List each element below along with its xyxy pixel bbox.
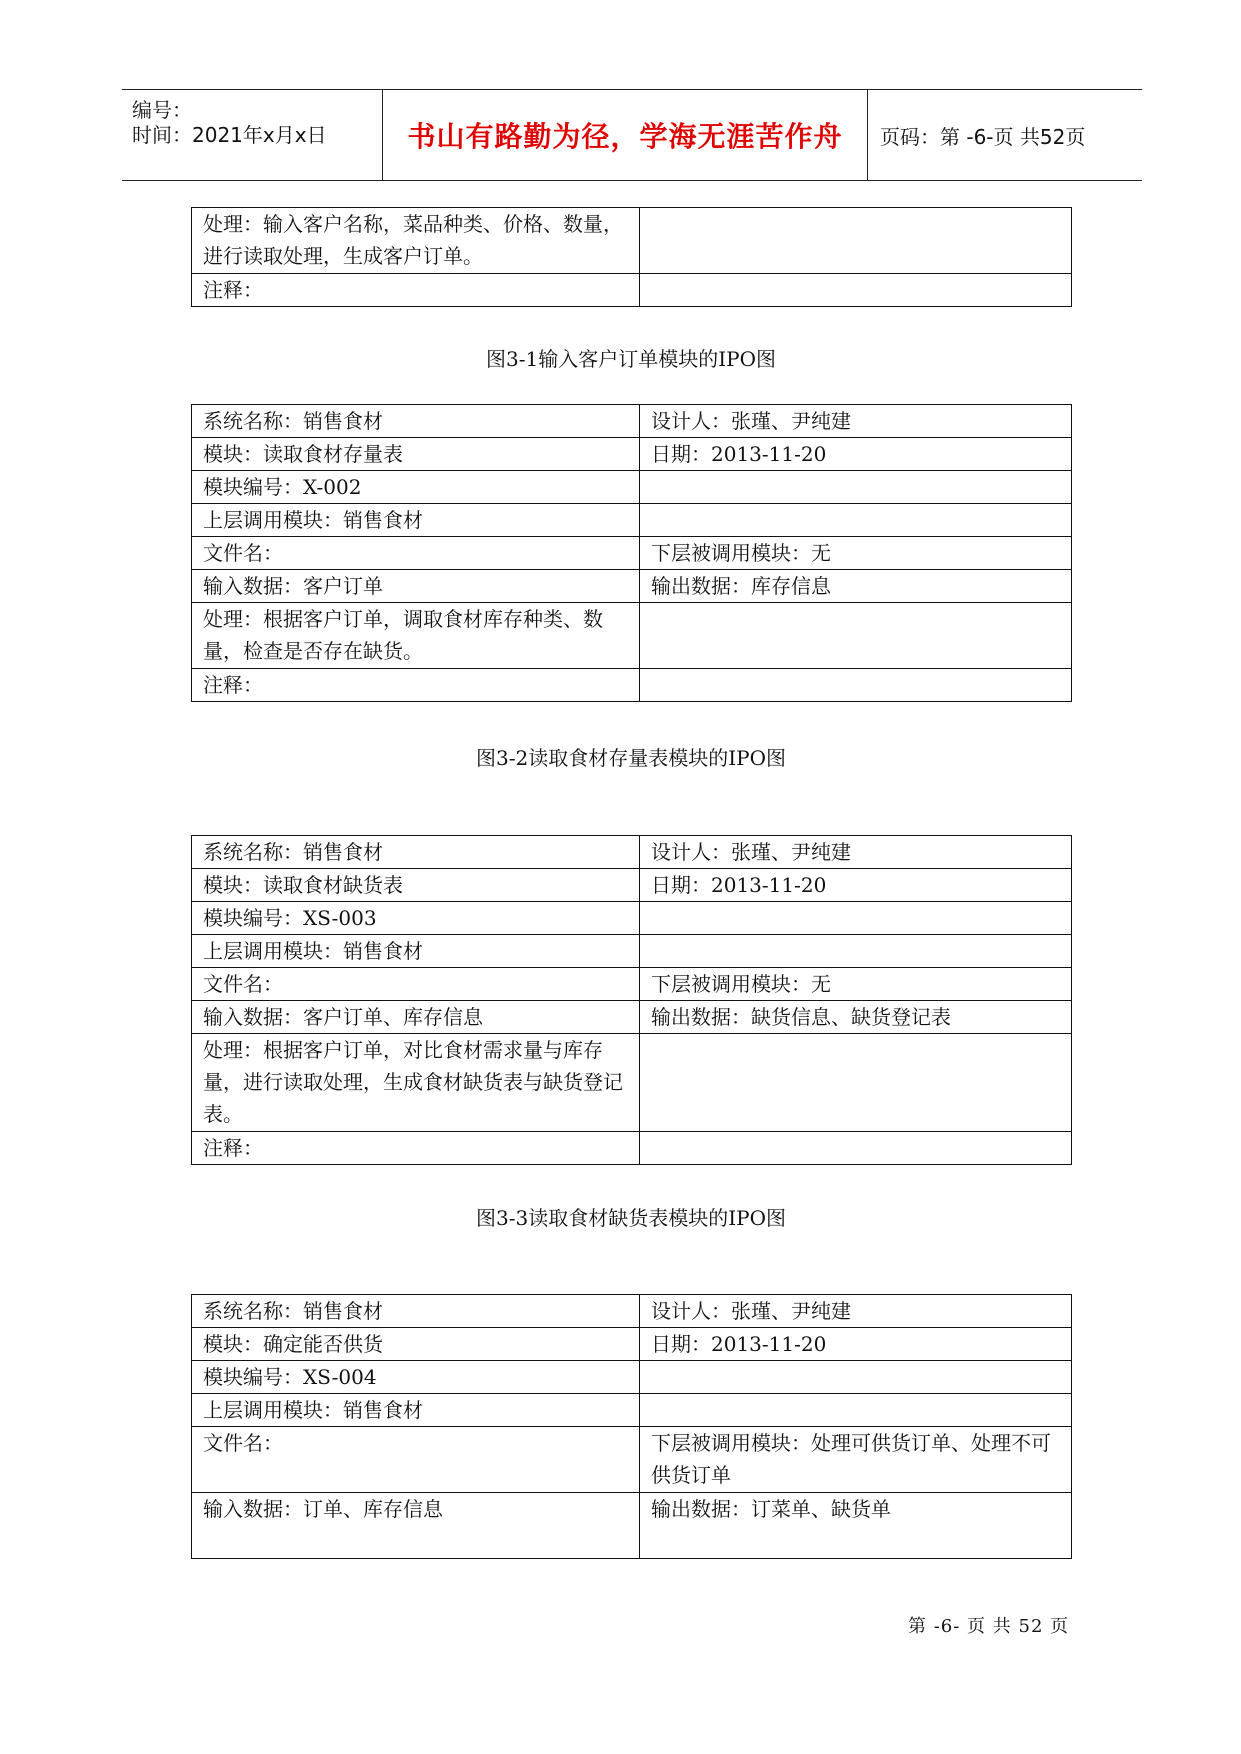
- table-row: [192, 603, 1072, 669]
- header-page-number: 页码：第 -6-页 共52页: [880, 124, 1086, 149]
- table-cell: 注释：: [192, 669, 640, 702]
- table-cell: 设计人：张瑾、尹纯建: [640, 836, 1072, 869]
- table-cell: [640, 1034, 1072, 1132]
- table-cell: 输出数据：订菜单、缺货单: [640, 1493, 1072, 1559]
- ipo-table-1-continued: [191, 207, 1072, 307]
- header-page-cell: [868, 90, 1142, 180]
- table-row: [192, 405, 1072, 438]
- table-row: [192, 1295, 1072, 1328]
- header-meta: [122, 90, 382, 180]
- table-row: [192, 537, 1072, 570]
- table-cell: 模块：读取食材缺货表: [192, 869, 640, 902]
- table-cell: [640, 902, 1072, 935]
- table-cell: 输入数据：订单、库存信息: [192, 1493, 640, 1559]
- document-time-label: 时间：2021年x月x日: [132, 123, 327, 147]
- table-cell: 处理：根据客户订单，对比食材需求量与库存量，进行读取处理，生成食材缺货表与缺货登记表。: [192, 1034, 640, 1132]
- table-cell: 模块：读取食材存量表: [192, 438, 640, 471]
- table-cell: [640, 1394, 1072, 1427]
- table-cell: [640, 669, 1072, 702]
- table-cell: 设计人：张瑾、尹纯建: [640, 405, 1072, 438]
- table-cell: 日期：2013-11-20: [640, 1328, 1072, 1361]
- document-number-label: 编号：: [132, 98, 192, 122]
- table-cell: 输入数据：客户订单、库存信息: [192, 1001, 640, 1034]
- page-footer: 第 -6- 页 共 52 页: [908, 1616, 1070, 1637]
- table-cell: 上层调用模块：销售食材: [192, 935, 640, 968]
- table-row: [192, 1034, 1072, 1132]
- table-cell: 处理：输入客户名称，菜品种类、价格、数量，进行读取处理，生成客户订单。: [192, 208, 640, 274]
- table-cell: 上层调用模块：销售食材: [192, 504, 640, 537]
- table-cell: 输出数据：库存信息: [640, 570, 1072, 603]
- table-cell: 文件名：: [192, 1427, 640, 1493]
- page-header: [122, 89, 1142, 181]
- table-row: [192, 274, 1072, 307]
- table-row: [192, 504, 1072, 537]
- table-cell: 系统名称：销售食材: [192, 836, 640, 869]
- table-cell: 模块编号：X-002: [192, 471, 640, 504]
- table-cell: [640, 1132, 1072, 1165]
- table-row: [192, 1427, 1072, 1493]
- table-cell: 设计人：张瑾、尹纯建: [640, 1295, 1072, 1328]
- table-cell: [640, 471, 1072, 504]
- table-row: [192, 968, 1072, 1001]
- header-motto-cell: [382, 90, 868, 180]
- table-row: [192, 1493, 1072, 1559]
- table-cell: 注释：: [192, 274, 640, 307]
- table-row: [192, 208, 1072, 274]
- table-cell: 上层调用模块：销售食材: [192, 1394, 640, 1427]
- table-cell: 下层被调用模块：处理可供货订单、处理不可供货订单: [640, 1427, 1072, 1493]
- table-row: [192, 570, 1072, 603]
- table-cell: 日期：2013-11-20: [640, 869, 1072, 902]
- table-cell: 模块编号：XS-003: [192, 902, 640, 935]
- figure-caption: 图3-3读取食材缺货表模块的IPO图: [476, 1206, 786, 1230]
- table-cell: 系统名称：销售食材: [192, 405, 640, 438]
- table-row: [192, 1394, 1072, 1427]
- ipo-table-3: [191, 835, 1072, 1165]
- ipo-table-2: [191, 404, 1072, 702]
- table-cell: 系统名称：销售食材: [192, 1295, 640, 1328]
- table-row: [192, 438, 1072, 471]
- table-cell: [640, 504, 1072, 537]
- table-cell: 注释：: [192, 1132, 640, 1165]
- table-cell: [640, 1361, 1072, 1394]
- table-cell: 输入数据：客户订单: [192, 570, 640, 603]
- table-cell: 处理：根据客户订单，调取食材库存种类、数量，检查是否存在缺货。: [192, 603, 640, 669]
- table-row: [192, 902, 1072, 935]
- table-cell: [640, 274, 1072, 307]
- table-cell: 输出数据：缺货信息、缺货登记表: [640, 1001, 1072, 1034]
- table-cell: [640, 208, 1072, 274]
- table-cell: 文件名：: [192, 968, 640, 1001]
- table-cell: [640, 603, 1072, 669]
- table-cell: 日期：2013-11-20: [640, 438, 1072, 471]
- table-row: [192, 869, 1072, 902]
- table-row: [192, 1132, 1072, 1165]
- table-row: [192, 1001, 1072, 1034]
- header-motto: 书山有路勤为径，学海无涯苦作舟: [407, 120, 843, 153]
- figure-caption: 图3-2读取食材存量表模块的IPO图: [476, 746, 786, 770]
- table-row: [192, 836, 1072, 869]
- ipo-table-4: [191, 1294, 1072, 1559]
- table-row: [192, 1361, 1072, 1394]
- table-row: [192, 935, 1072, 968]
- table-cell: 模块：确定能否供货: [192, 1328, 640, 1361]
- table-row: [192, 471, 1072, 504]
- table-cell: [640, 935, 1072, 968]
- table-cell: 模块编号：XS-004: [192, 1361, 640, 1394]
- table-row: [192, 669, 1072, 702]
- table-cell: 文件名：: [192, 537, 640, 570]
- figure-caption: 图3-1输入客户订单模块的IPO图: [486, 347, 776, 371]
- table-row: [192, 1328, 1072, 1361]
- table-cell: 下层被调用模块：无: [640, 968, 1072, 1001]
- table-cell: 下层被调用模块：无: [640, 537, 1072, 570]
